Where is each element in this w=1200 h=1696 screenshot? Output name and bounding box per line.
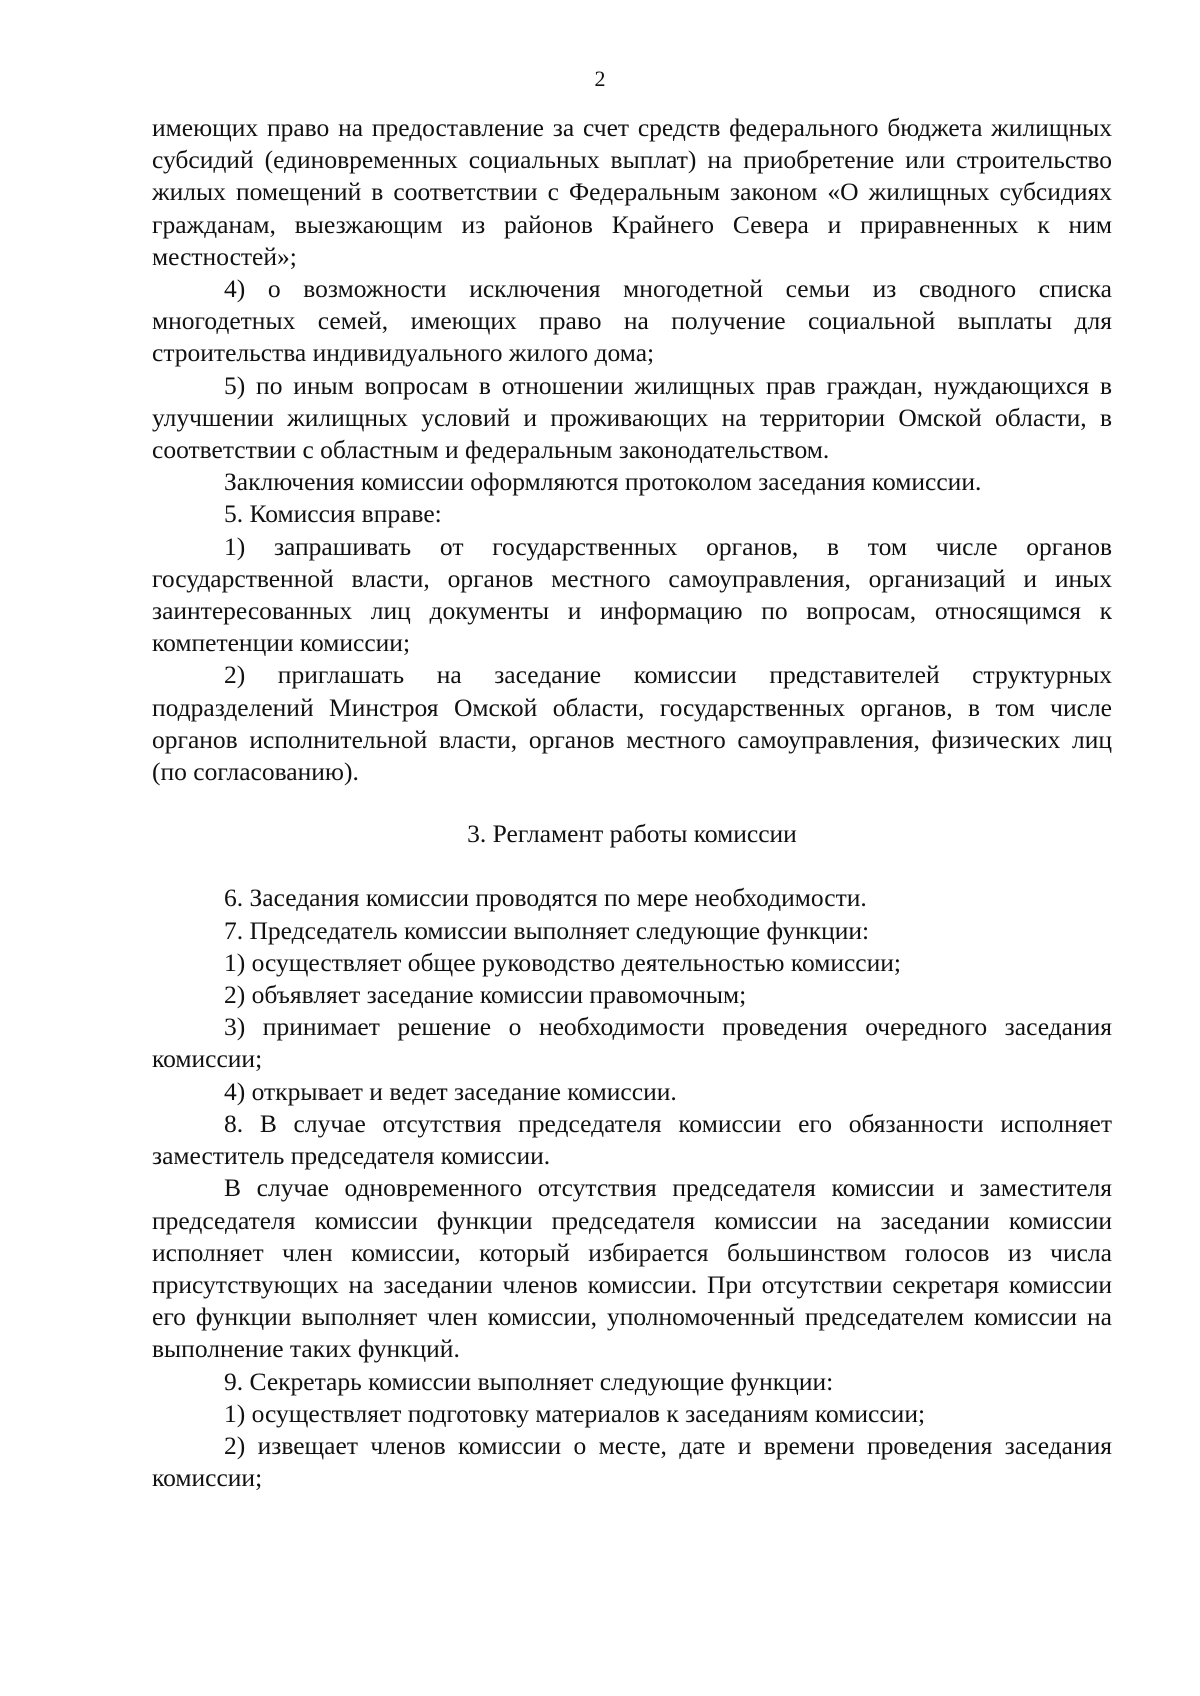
paragraphs-after-heading [152,882,1112,1494]
paragraph: имеющих право на предоставление за счет средств федерального бюджета жилищных субсидий (единовременных социальных выплат) на приобретение или строительство жилых помещений в соответствии с Федеральным законом «О жилищных субсидиях гражданам, выезжающим из районов Крайнего Севера и приравненных к ним местностей»; [152,113,1112,271]
paragraph: 4) о возможности исключения многодетной семьи из сводного списка многодетных семей, имеющих право на получение социальной выплаты для строительства индивидуального жилого дома; [152,274,1112,368]
paragraph: 4) открывает и ведет заседание комиссии. [224,1076,677,1106]
paragraph: 9. Секретарь комиссии выполняет следующие функции: [224,1366,834,1396]
paragraphs-before-heading [152,112,1112,788]
paragraph: 1) запрашивать от государственных органов, в том числе органов государственной власти, органов местного самоуправления, организаций и иных заинтересованных лиц документы и информацию по вопросам, относящимся к компетенции комиссии; [152,531,1112,658]
paragraph: 7. Председатель комиссии выполняет следующие функции: [224,915,870,945]
page-number: 2 [594,66,606,91]
paragraph: 2) извещает членов комиссии о месте, дате и времени проведения заседания комиссии; [152,1430,1112,1493]
paragraph: 2) объявляет заседание комиссии правомочным; [224,980,747,1010]
paragraph: 1) осуществляет подготовку материалов к заседаниям комиссии; [224,1398,926,1428]
paragraph: 3) принимает решение о необходимости проведения очередного заседания комиссии; [152,1012,1112,1074]
paragraph: 1) осуществляет общее руководство деятельностью комиссии; [224,947,902,977]
paragraph: 5) по иным вопросам в отношении жилищных прав граждан, нуждающихся в улучшении жилищных условий и проживающих на территории Омской области, в соответствии с областным и федеральным законодательством. [152,370,1112,465]
paragraph: Заключения комиссии оформляются протоколом заседания комиссии. [224,467,982,497]
paragraph: В случае одновременного отсутствия председателя комиссии и заместителя председателя комиссии функции председателя комиссии на заседании комиссии исполняет член комиссии, который избирается большинством голосов из числа присутствующих на заседании членов комиссии. При отсутствии секретаря комиссии его функции выполняет член комиссии, уполномоченный председателем комиссии на выполнение таких функций. [152,1173,1112,1364]
paragraph: 8. В случае отсутствия председателя комиссии его обязанности исполняет заместитель председателя комиссии. [152,1108,1112,1171]
paragraph: 2) приглашать на заседание комиссии представителей структурных подразделений Минстроя Омской области, государственных органов, в том числе органов исполнительной власти, органов местного самоуправления, физических лиц (по согласованию). [152,660,1112,787]
section-heading: 3. Регламент работы комиссии [467,819,797,849]
paragraph: 5. Комиссия вправе: [224,499,442,529]
document-body [152,112,1112,1494]
paragraph: 6. Заседания комиссии проводятся по мере необходимости. [224,883,867,913]
